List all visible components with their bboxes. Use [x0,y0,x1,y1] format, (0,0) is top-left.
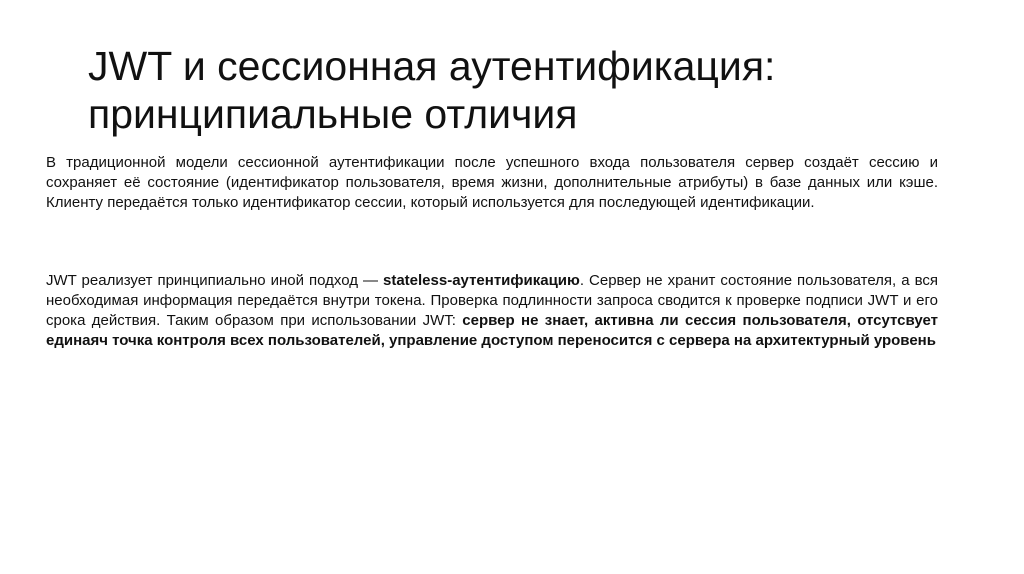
paragraph-jwt-auth [46,271,938,351]
paragraph-jwt-bold-stateless: stateless-аутентификацию [383,272,580,289]
paragraph-jwt-bold-conclusion: сервер не знает, активна ли сессия пользователя, отсутсвует единаяч точка контроля всех пользователей, управление доступом переносится с сервера на архитектурный уровень [46,312,938,349]
paragraph-jwt-text-1: JWT реализует принципиально иной подход — [46,272,383,289]
slide-title-line-2: принципиальные отличия [88,91,578,137]
slide-title-line-1: JWT и сессионная аутентификация: [88,43,776,89]
slide-title [88,42,968,138]
paragraph-jwt-text-2: . Сервер не хранит состояние пользователя, а вся необходимая информация передаётся внутри токена. Проверка подлинности запроса сводится к проверке подписи JWT и его срока действия. Таким образом при использовании JWT: [46,272,938,329]
paragraph-session-auth: В традиционной модели сессионной аутентификации после успешного входа пользователя сервер создаёт сессию и сохраняет её состояние (идентификатор пользователя, время жизни, дополнительные атрибуты) в базе данных или кэше. Клиенту передаётся только идентификатор сессии, который используется для последующей идентификации. [46,154,938,211]
